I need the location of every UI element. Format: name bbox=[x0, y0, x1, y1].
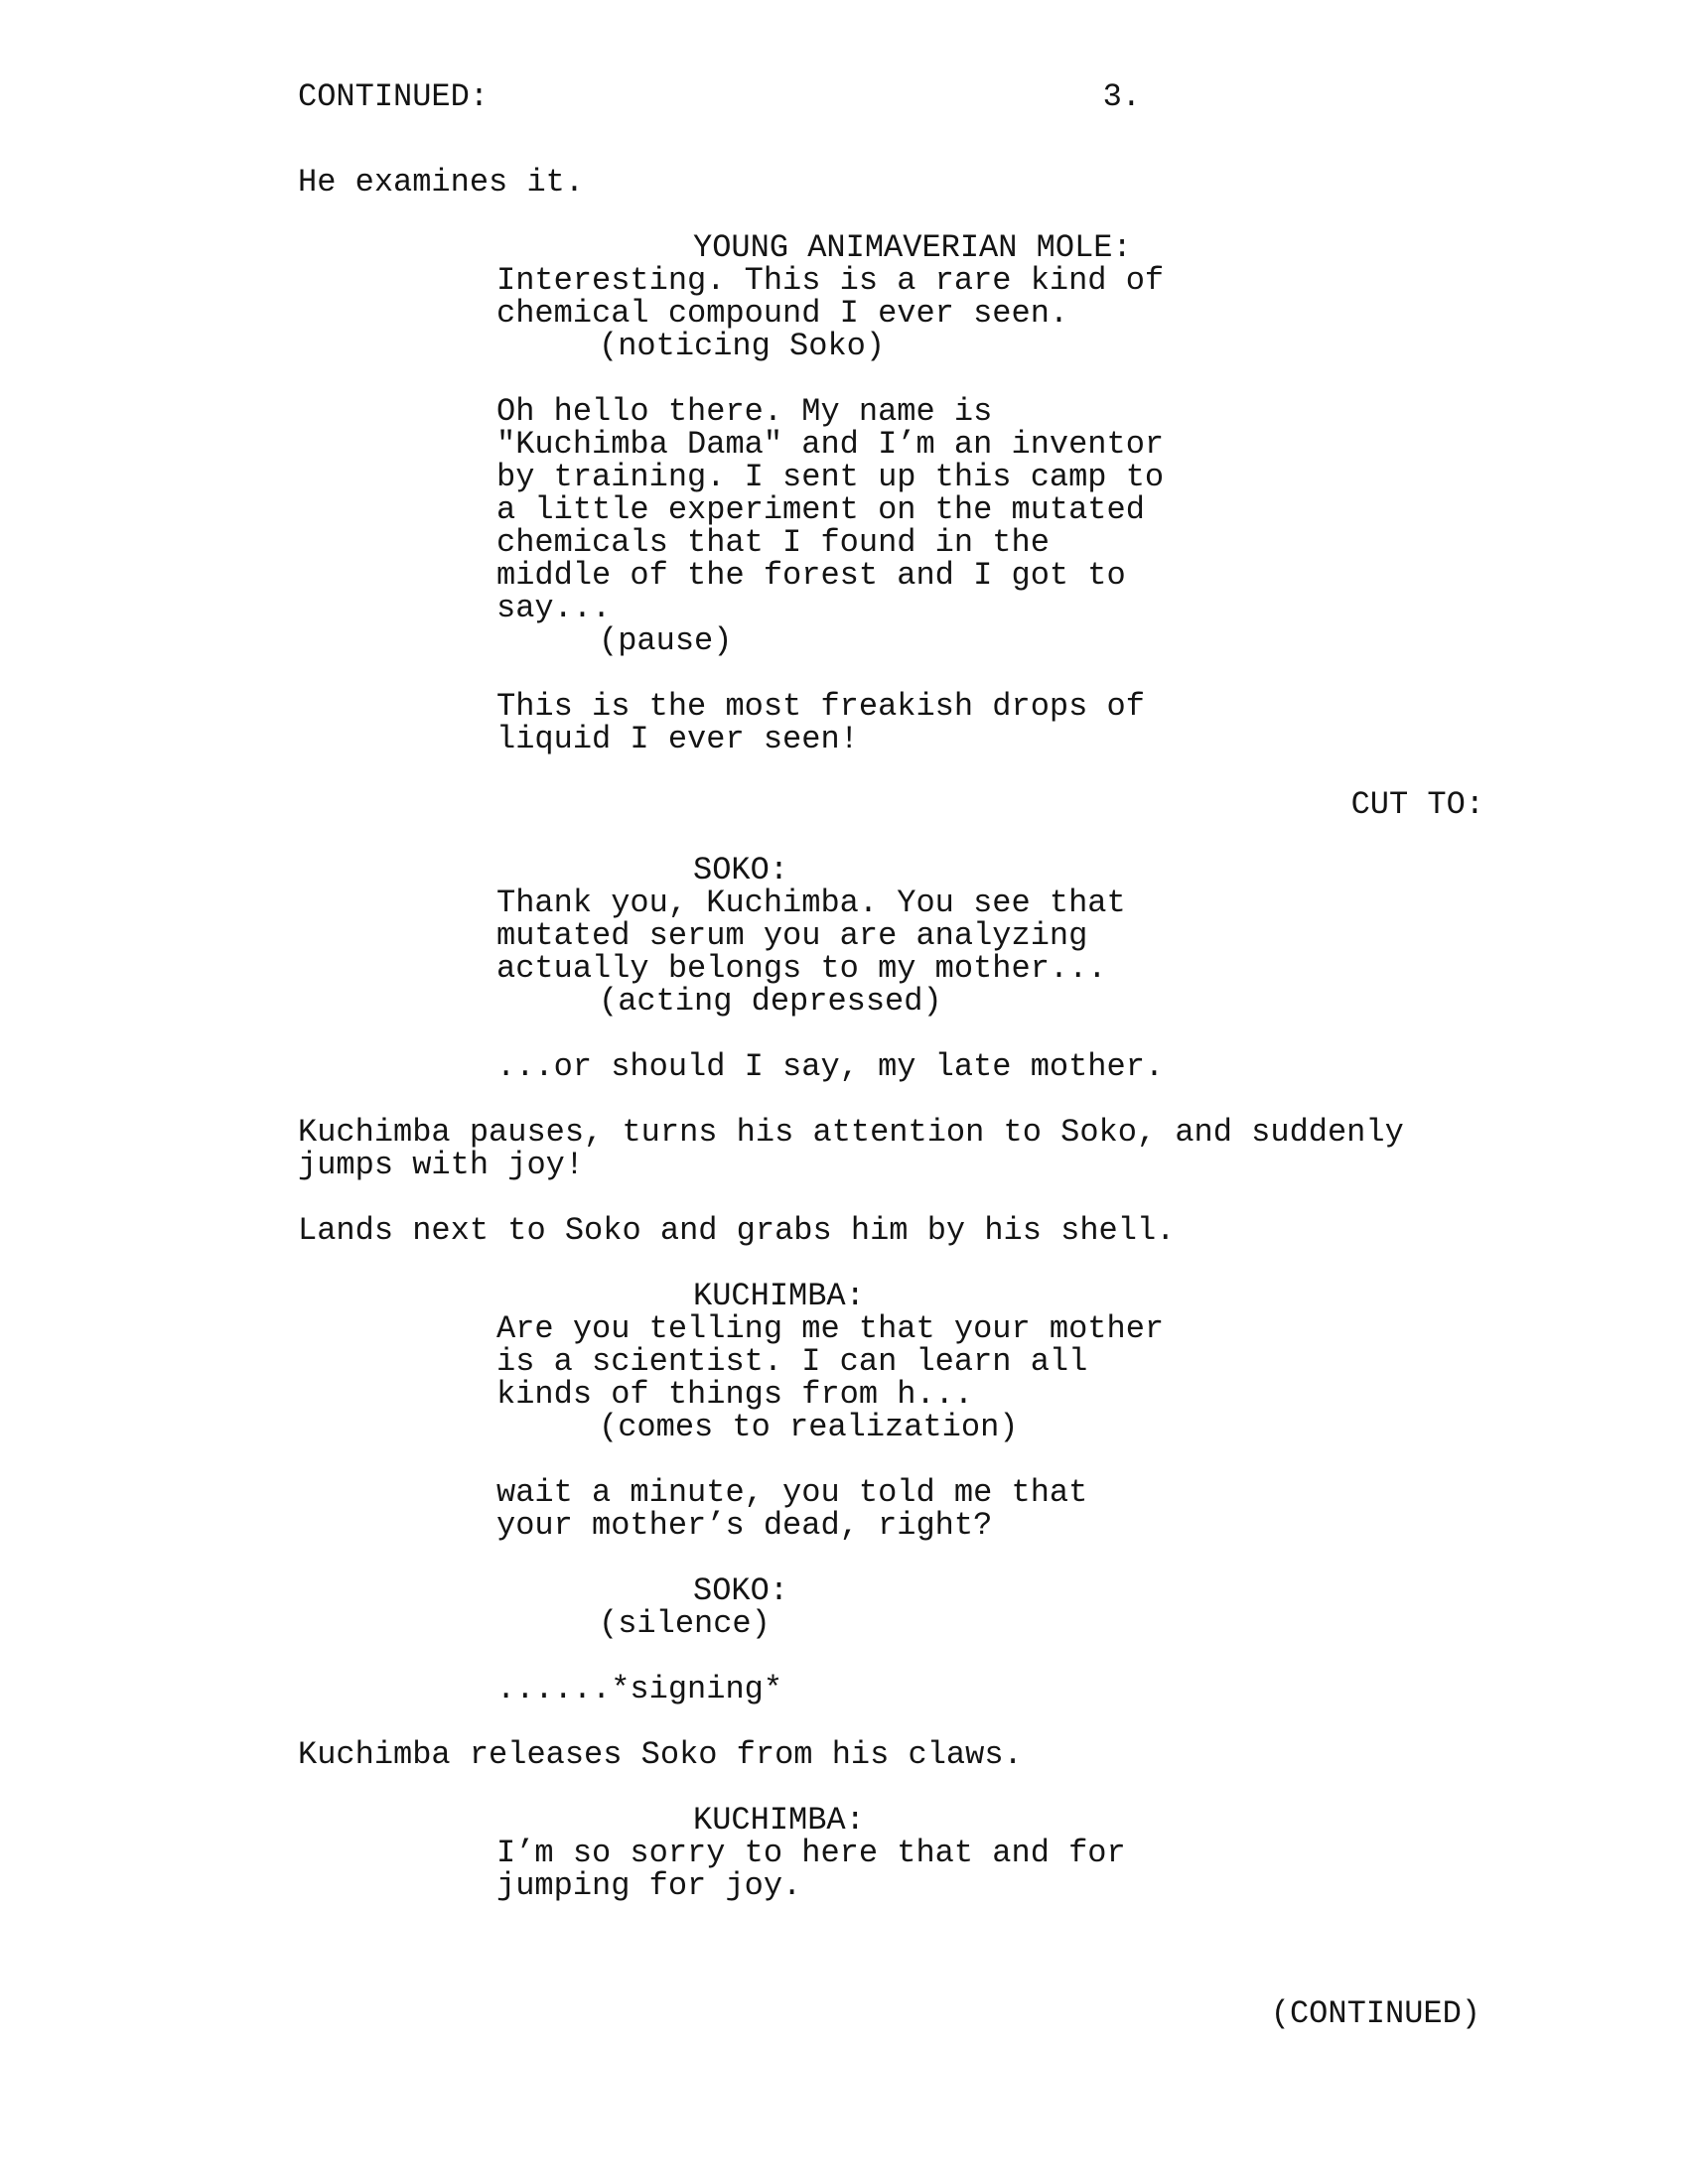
dialogue-line: middle of the forest and I got to bbox=[496, 557, 1126, 594]
dialogue-line: chemical compound I ever seen. bbox=[496, 295, 1069, 332]
character-name: KUCHIMBA: bbox=[693, 1802, 865, 1839]
dialogue-line: liquid I ever seen! bbox=[496, 721, 859, 757]
dialogue-line: Are you telling me that your mother bbox=[496, 1310, 1165, 1347]
dialogue-line: wait a minute, you told me that bbox=[496, 1474, 1088, 1511]
dialogue-line: say... bbox=[496, 590, 612, 626]
action-line: jumps with joy! bbox=[298, 1147, 585, 1183]
character-name: YOUNG ANIMAVERIAN MOLE: bbox=[693, 229, 1132, 266]
dialogue-line: actually belongs to my mother... bbox=[496, 950, 1107, 987]
dialogue-line: mutated serum you are analyzing bbox=[496, 917, 1088, 954]
dialogue-line: chemicals that I found in the bbox=[496, 524, 1050, 561]
dialogue-line: Oh hello there. My name is bbox=[496, 393, 993, 430]
parenthetical: (comes to realization) bbox=[599, 1409, 1019, 1445]
dialogue-line: jumping for joy. bbox=[496, 1867, 802, 1904]
dialogue-line: "Kuchimba Dama" and I’m an inventor bbox=[496, 426, 1165, 463]
parenthetical: (silence) bbox=[599, 1605, 771, 1642]
dialogue-line: a little experiment on the mutated bbox=[496, 491, 1145, 528]
continued-footer: (CONTINUED) bbox=[1270, 1995, 1480, 2032]
page-number: 3. bbox=[1102, 78, 1141, 115]
dialogue-line: by training. I sent up this camp to bbox=[496, 459, 1165, 495]
dialogue-line: Thank you, Kuchimba. You see that bbox=[496, 885, 1126, 921]
dialogue-line: your mother’s dead, right? bbox=[496, 1507, 993, 1544]
dialogue-line: kinds of things from h... bbox=[496, 1376, 974, 1413]
dialogue-line: is a scientist. I can learn all bbox=[496, 1343, 1088, 1380]
dialogue-line: This is the most freakish drops of bbox=[496, 688, 1145, 725]
dialogue-line: I’m so sorry to here that and for bbox=[496, 1835, 1126, 1871]
dialogue-line: ...or should I say, my late mother. bbox=[496, 1048, 1165, 1085]
transition: CUT TO: bbox=[1350, 786, 1484, 823]
action-line: Kuchimba releases Soko from his claws. bbox=[298, 1736, 1023, 1773]
action-line: Kuchimba pauses, turns his attention to Soko, and suddenly bbox=[298, 1114, 1404, 1151]
dialogue-line: ......*signing* bbox=[496, 1671, 783, 1707]
action-line: Lands next to Soko and grabs him by his shell. bbox=[298, 1212, 1176, 1249]
parenthetical: (pause) bbox=[599, 622, 733, 659]
character-name: SOKO: bbox=[693, 1572, 789, 1609]
continued-header: CONTINUED: bbox=[298, 78, 490, 115]
action-line: He examines it. bbox=[298, 164, 585, 201]
parenthetical: (acting depressed) bbox=[599, 983, 942, 1020]
character-name: SOKO: bbox=[693, 852, 789, 888]
character-name: KUCHIMBA: bbox=[693, 1278, 865, 1314]
parenthetical: (noticing Soko) bbox=[599, 328, 886, 364]
dialogue-line: Interesting. This is a rare kind of bbox=[496, 262, 1165, 299]
